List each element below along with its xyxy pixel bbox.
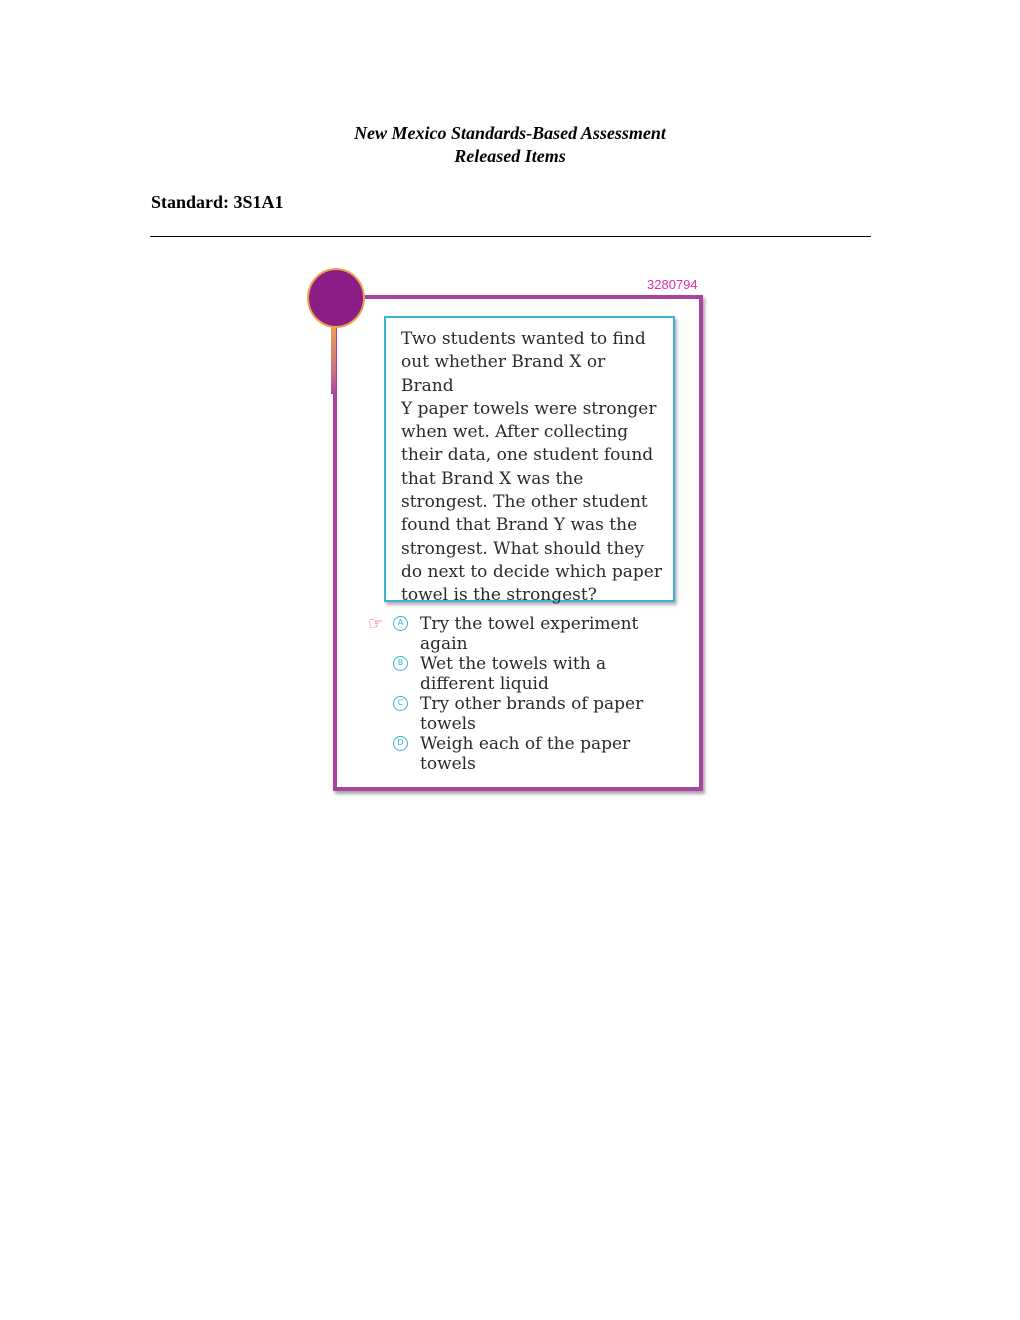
question-line: out whether Brand X or Brand (401, 352, 606, 396)
choice-text-line: different liquid (420, 674, 549, 694)
choice-c[interactable] (368, 694, 660, 734)
question-line: do next to decide which paper (401, 561, 662, 582)
choice-c-bubble[interactable]: C (393, 696, 408, 711)
title-line-2: Released Items (454, 146, 566, 166)
test-item-card (300, 262, 720, 807)
item-marker-circle (307, 268, 365, 328)
choice-a[interactable] (368, 614, 660, 654)
question-line: strongest. The other student (401, 492, 648, 513)
document-title (0, 122, 1020, 168)
choice-text-line: Try the towel experiment (420, 614, 639, 634)
question-line: Y paper towels were stronger (401, 398, 657, 419)
choice-d-bubble[interactable]: D (393, 736, 408, 751)
choice-d[interactable] (368, 734, 660, 774)
choice-b[interactable] (368, 654, 660, 694)
question-box (384, 316, 675, 606)
question-line: when wet. After collecting (401, 422, 629, 443)
choice-text-line: again (420, 634, 468, 654)
question-line: Two students wanted to find (401, 329, 646, 349)
choice-text-line: towels (420, 714, 476, 734)
question-line: their data, one student found (401, 445, 654, 466)
choice-b-bubble[interactable]: B (393, 656, 408, 671)
answer-choices (368, 614, 688, 774)
header-divider (150, 236, 871, 237)
accent-stripe-vertical (331, 324, 336, 394)
correct-answer-pointer-icon: ☞ (368, 614, 384, 634)
standard-label: Standard: 3S1A1 (151, 192, 284, 212)
choice-text-line: Weigh each of the paper (420, 734, 631, 754)
question-line: towel is the strongest? (401, 585, 597, 606)
question-line: that Brand X was the (401, 468, 584, 489)
choice-text-line: towels (420, 754, 476, 774)
title-line-1: New Mexico Standards-Based Assessment (354, 123, 666, 143)
choice-text-line: Try other brands of paper (420, 694, 644, 714)
item-id: 3280794 (647, 277, 698, 292)
question-line: strongest. What should they (401, 538, 644, 559)
question-line: found that Brand Y was the (401, 515, 638, 536)
choice-text-line: Wet the towels with a (420, 654, 607, 674)
choice-a-bubble[interactable]: A (393, 616, 408, 631)
